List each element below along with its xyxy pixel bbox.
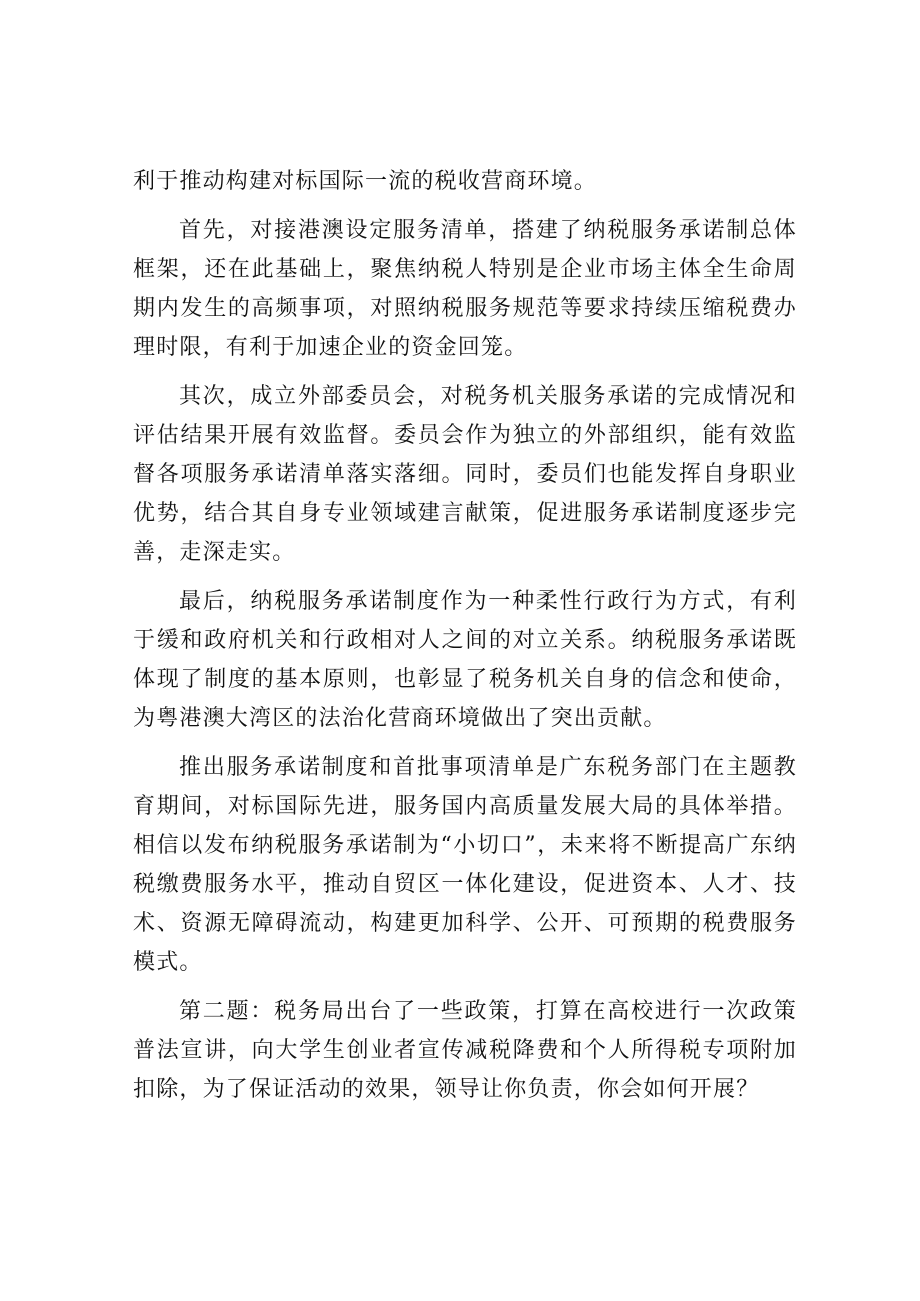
paragraph-continued: 利于推动构建对标国际一流的税收营商环境。 [133,169,598,194]
paragraph-second-point: 其次，成立外部委员会，对税务机关服务承诺的完成情况和评估结果开展有效监督。委员会作为独立的外部组织，能有效监督各项服务承诺清单落实落细。同时，委员们也能发挥自身职业优势，结合其自身专业领域建言献策，促进服务承诺制度逐步完善，走深走实。 [133,384,797,565]
paragraph-question-two: 第二题：税务局出台了一些政策，打算在高校进行一次政策普法宣讲，向大学生创业者宣传减税降费和个人所得税专项附加扣除，为了保证活动的效果，领导让你负责，你会如何开展？ [133,999,797,1102]
paragraph-final-point: 最后，纳税服务承诺制度作为一种柔性行政行为方式，有利于缓和政府机关和行政相对人之间的对立关系。纳税服务承诺既体现了制度的基本原则，也彰显了税务机关自身的信念和使命，为粤港澳大湾区的法治化营商环境做出了突出贡献。 [133,589,797,731]
paragraph-first-point: 首先，对接港澳设定服务清单，搭建了纳税服务承诺制总体框架，还在此基础上，聚焦纳税人特别是企业市场主体全生命周期内发生的高频事项，对照纳税服务规范等要求持续压缩税费办理时限，有利于加速企业的资金回笼。 [133,218,797,360]
document-body [133,162,797,1119]
paragraph-conclusion: 推出服务承诺制度和首批事项清单是广东税务部门在主题教育期间，对标国际先进，服务国内高质量发展大局的具体举措。相信以发布纳税服务承诺制为“小切口”，未来将不断提高广东纳税缴费服务水平，推动自贸区一体化建设，促进资本、人才、技术、资源无障碍流动，构建更加科学、公开、可预期的税费服务模式。 [133,755,797,975]
